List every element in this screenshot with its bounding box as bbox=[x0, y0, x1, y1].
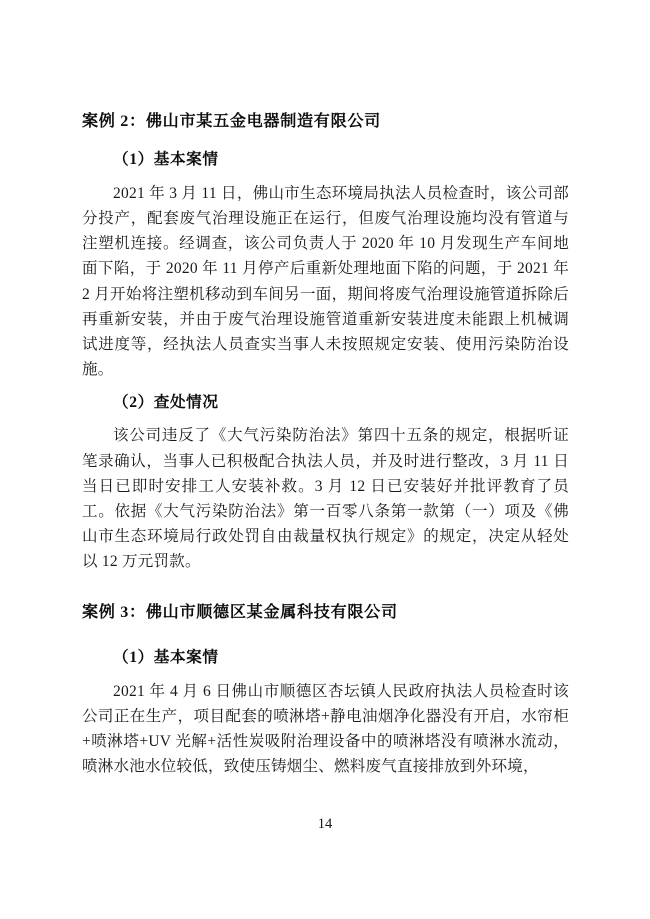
spacer bbox=[82, 415, 569, 423]
page-number: 14 bbox=[317, 816, 333, 832]
case-2-section-1-title: （1）基本案情 bbox=[113, 150, 219, 168]
page-content bbox=[82, 110, 569, 779]
spacer bbox=[82, 575, 569, 601]
spacer bbox=[82, 671, 569, 679]
spacer bbox=[82, 383, 569, 391]
case-heading-2: 案例 2：佛山市某五金电器制造有限公司 bbox=[82, 113, 381, 130]
case-3-section-1-title: （1）基本案情 bbox=[113, 648, 219, 666]
case-2-section-2-title: （2）查处情况 bbox=[113, 393, 219, 411]
case-heading-3: 案例 3：佛山市顺德区某金属科技有限公司 bbox=[82, 603, 398, 621]
spacer bbox=[82, 173, 569, 181]
spacer bbox=[82, 626, 569, 646]
case-2-section-1-body: 2021 年 3 月 11 日，佛山市生态环境局执法人员检查时，该公司部分投产，配套废气治理设施正在运行，但废气治理设施均没有管道与注塑机连接。经调查，该公司负责人于 2020 年 10 月发现生产车间地面下陷，于 2020 年 11 月停产后重新处理地面下陷的问题，于 2021 年 2 月开始将注塑机移动到车间另一面，期间将废气治理设施管道拆除后再重新安装，并由于废气治理设施管道重新安装进度未能跟上机械调试进度等，经执法人员查实当事人未按照规定安装、使用污染防治设施。 bbox=[82, 184, 569, 379]
spacer bbox=[82, 135, 569, 148]
case-2-section-2-body: 该公司违反了《大气污染防治法》第四十五条的规定，根据听证笔录确认，当事人已积极配合执法人员，并及时进行整改，3 月 11 日当日已即时安排工人安装补救。3 月 12 日已安装好并批评教育了员工。依据《大气污染防治法》第一百零八条第一款第（一）项及《佛山市生态环境局行政处罚自由裁量权执行规定》的规定，决定从轻处以 12 万元罚款。 bbox=[82, 427, 569, 571]
case-3-section-1-body: 2021 年 4 月 6 日佛山市顺德区杏坛镇人民政府执法人员检查时该公司正在生产，项目配套的喷淋塔+静电油烟净化器没有开启，水帘柜+喷淋塔+UV 光解+活性炭吸附治理设备中的喷淋塔没有喷淋水流动，喷淋水池水位较低，致使压铸烟尘、燃料废气直接排放到外环境， bbox=[82, 682, 569, 776]
